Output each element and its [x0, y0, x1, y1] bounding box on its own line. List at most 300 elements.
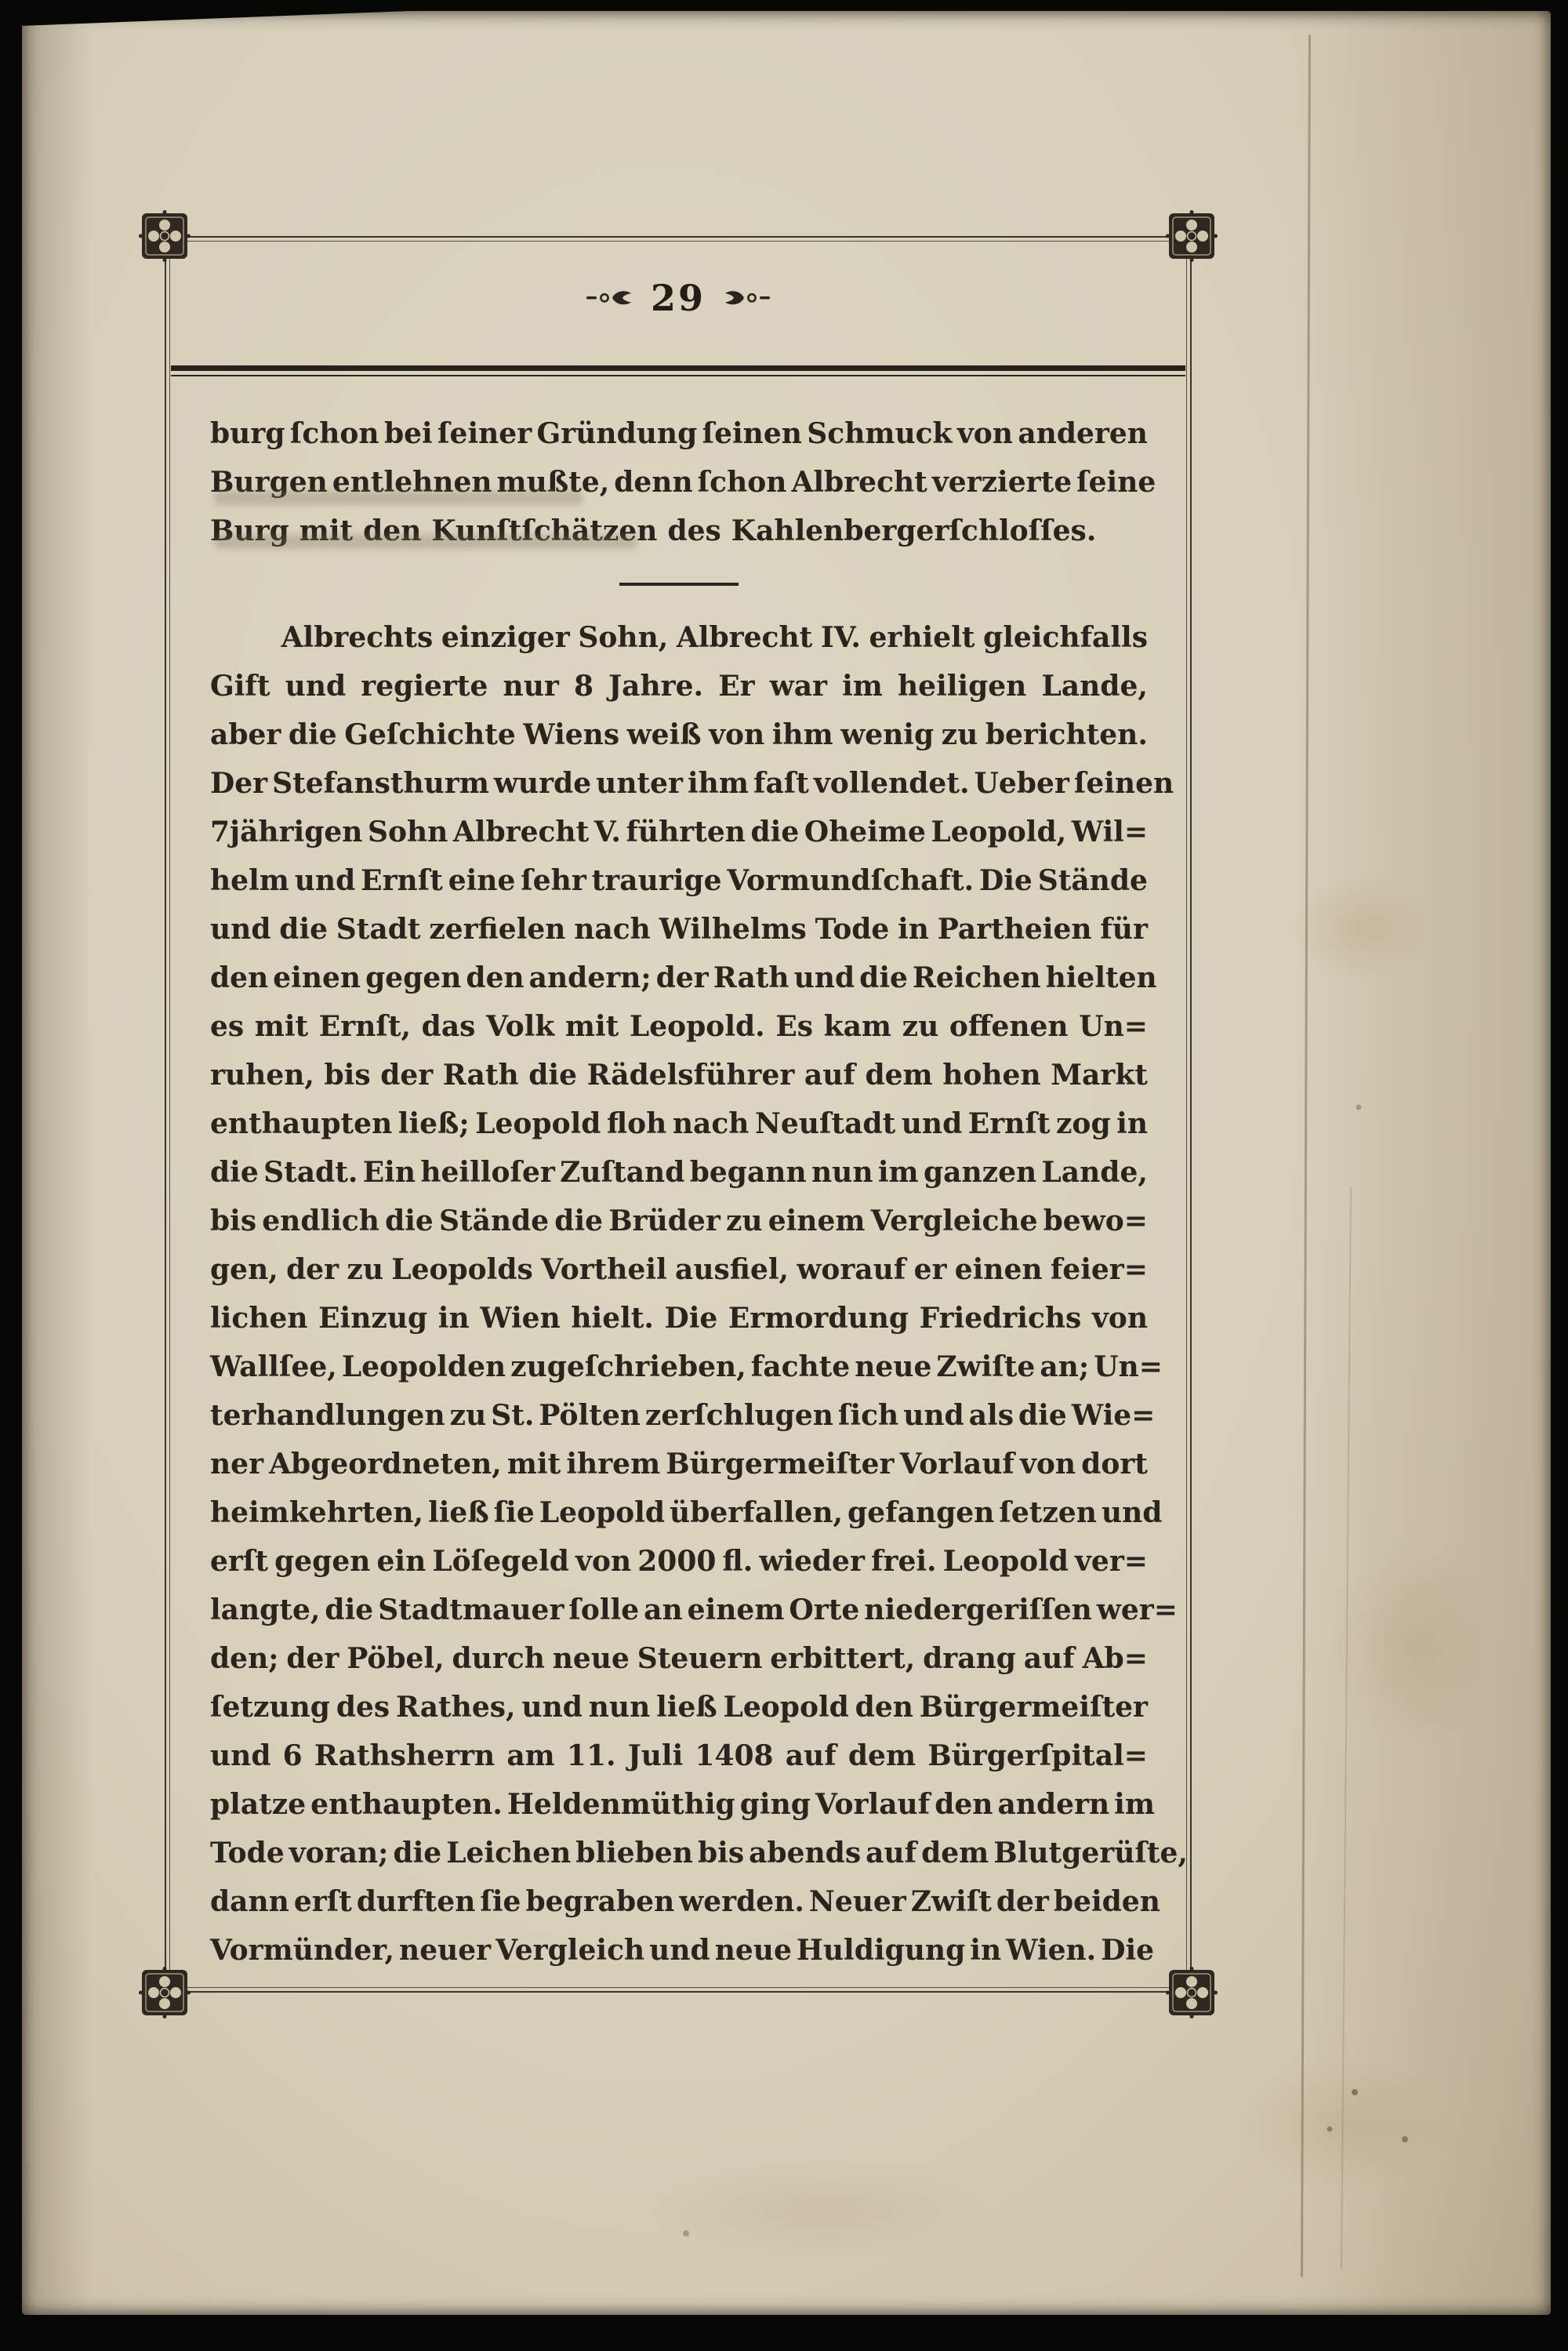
word: Vergleich [495, 1934, 645, 1967]
word: der [286, 1642, 339, 1675]
word: Leopolds [391, 1253, 533, 1286]
word: niedergeriſſen [864, 1593, 1092, 1626]
text-line [210, 1634, 1148, 1683]
word: Partheien [937, 913, 1092, 946]
word: ner [210, 1448, 264, 1481]
word: wieder [759, 1545, 865, 1578]
word: Tode [815, 913, 890, 946]
word: Friedrichs [919, 1302, 1082, 1335]
word: Rath [442, 1059, 519, 1092]
word: Leopold. [629, 1010, 765, 1043]
word: 11. [566, 1739, 616, 1772]
word: wenig [840, 718, 935, 751]
body-text [210, 409, 1188, 1975]
word: für [1100, 913, 1148, 946]
word: Kahlenbergerſchloſſes. [731, 514, 1097, 547]
word: die [528, 1059, 577, 1092]
word: Stefansthurm [272, 767, 489, 800]
text-line [210, 1488, 1163, 1537]
word: der [380, 1059, 434, 1092]
word: Huldigung [796, 1934, 966, 1967]
word: führten [626, 816, 746, 848]
word: frei. [871, 1545, 937, 1578]
text-line [210, 1440, 1148, 1488]
text-line [210, 409, 1148, 458]
word: unter [596, 767, 683, 800]
word: begraben [525, 1885, 675, 1918]
word: und [793, 961, 855, 994]
word: entlehnen [332, 466, 492, 499]
word: Orte [789, 1593, 860, 1626]
word: Volk [486, 1010, 555, 1043]
word: die [859, 961, 908, 994]
word: Die [664, 1302, 718, 1335]
text-line [210, 954, 1157, 1002]
word: Ermordung [728, 1302, 909, 1335]
word: Bürgermeiſter [666, 1448, 895, 1481]
word: kam [823, 1010, 892, 1043]
word: Leichen [446, 1837, 572, 1870]
word: ſie [480, 1885, 521, 1918]
word: Ueber [974, 767, 1069, 800]
text-line [210, 1586, 1178, 1634]
word: von [1091, 1302, 1148, 1335]
word: von [1019, 1448, 1076, 1481]
word: Wiens [523, 718, 620, 751]
word: blieben [575, 1837, 693, 1870]
word: Albrecht [676, 621, 813, 654]
text-line [210, 662, 1148, 710]
word: als [968, 1399, 1014, 1432]
word: ſeinen [702, 417, 802, 450]
word: Pölten [539, 1399, 641, 1432]
text-line [210, 808, 1148, 856]
word: und [285, 670, 347, 703]
word: helm [210, 864, 289, 897]
word: Un= [1094, 1350, 1163, 1383]
word: verzierte [931, 466, 1073, 499]
word: Gift [210, 670, 270, 703]
word: Wien [480, 1302, 561, 1335]
word: Brüder [608, 1205, 720, 1237]
word: überfallen, [670, 1496, 844, 1529]
word: der [996, 1885, 1049, 1918]
word: langte, [210, 1593, 321, 1626]
text-line [210, 458, 1156, 507]
word: zerſchlugen [644, 1399, 833, 1432]
word: begann [689, 1156, 807, 1189]
word: ſetzung [210, 1691, 330, 1724]
word: die [554, 1205, 604, 1237]
word: in [970, 1934, 1002, 1967]
word: berichten. [985, 718, 1148, 751]
word: Leopold [539, 1496, 666, 1529]
word: Leopold [942, 1545, 1069, 1578]
word: Rathes, [395, 1691, 516, 1724]
text-line [210, 1051, 1148, 1099]
word: auf [1023, 1642, 1075, 1675]
word: andern; [528, 961, 652, 994]
word: Ein [362, 1156, 416, 1189]
corner-ornament-icon [1166, 1967, 1218, 2019]
word: ſchon [289, 417, 379, 450]
word: drang [923, 1642, 1016, 1675]
word: ſie [493, 1496, 535, 1529]
word: 1408 [695, 1739, 774, 1772]
word: Lande, [1041, 1156, 1148, 1189]
word: Burgen [210, 466, 328, 499]
text-line [210, 1780, 1155, 1829]
word: werden. [679, 1885, 804, 1918]
word: ſeinen [1073, 767, 1174, 800]
word: Reichen [912, 961, 1041, 994]
word: anderen [1018, 417, 1148, 450]
word: fl. [722, 1545, 753, 1578]
text-line [210, 759, 1174, 808]
word: Leopold [723, 1691, 849, 1724]
word: erſt [293, 1885, 352, 1918]
word: und [210, 1739, 271, 1772]
word: wurde [493, 767, 592, 800]
word: bis [210, 1205, 257, 1237]
word: andern [997, 1788, 1110, 1821]
word: hohen [942, 1059, 1041, 1092]
word: in [898, 913, 929, 946]
fleuron-left-icon [586, 288, 635, 308]
word: ihm [688, 767, 749, 800]
word: nun [588, 1691, 651, 1724]
word: ihm [771, 718, 833, 751]
word: mit [299, 514, 354, 547]
word: bis [697, 1837, 745, 1870]
text-line [210, 1537, 1148, 1586]
word: durften [356, 1885, 476, 1918]
word: neue [552, 1642, 630, 1675]
word: ausfiel, [675, 1253, 789, 1286]
fleuron-right-icon [721, 288, 770, 308]
word: zu [725, 1205, 763, 1237]
word: nach [574, 913, 651, 946]
word: aber [210, 718, 281, 751]
word: enthaupten [210, 1107, 393, 1140]
word: Un= [1079, 1010, 1148, 1043]
word: Wie= [1071, 1399, 1156, 1432]
word: Vorlauf [815, 1788, 931, 1821]
text-line [210, 507, 1148, 555]
corner-ornament-icon [1166, 210, 1218, 262]
word: erhielt [869, 621, 975, 654]
word: mit [506, 1448, 561, 1481]
word: dem [921, 1837, 989, 1870]
word: regierte [361, 670, 488, 703]
word: Bürgermeiſter [919, 1691, 1148, 1724]
word: offenen [949, 1010, 1069, 1043]
word: terhandlungen [210, 1399, 445, 1432]
word: nur [503, 670, 559, 703]
word: einem [687, 1593, 785, 1626]
text-line [210, 856, 1148, 905]
word: Stände [1037, 864, 1148, 897]
text-line [210, 1829, 1188, 1877]
word: weiß [626, 718, 702, 751]
word: Stadt. [263, 1156, 358, 1189]
word: Blutgerüſte, [993, 1837, 1188, 1870]
word: Leopold, [931, 816, 1067, 848]
text-line [210, 1197, 1148, 1245]
word: Steuern [637, 1642, 763, 1675]
word: lichen [210, 1302, 308, 1335]
header-rule [171, 365, 1185, 376]
word: des [336, 1691, 390, 1724]
word: und [294, 864, 356, 897]
word: und [903, 1399, 964, 1432]
word: mit [564, 1010, 619, 1043]
word: in [437, 1302, 470, 1335]
word: Löſegeld [432, 1545, 569, 1578]
word: gegen [365, 961, 462, 994]
word: an [644, 1593, 683, 1626]
word: heilloſer [420, 1156, 555, 1189]
word: zu [449, 1399, 487, 1432]
word: Rath [713, 961, 789, 994]
word: burg [210, 417, 285, 450]
text-line [210, 1683, 1148, 1731]
divider-rule [619, 583, 739, 586]
word: im [1114, 1788, 1155, 1821]
word: 8 [573, 670, 594, 703]
word: einen [954, 1253, 1043, 1286]
word: Stadt [336, 913, 421, 946]
word: Jahre. [608, 670, 704, 703]
word: hielten [1045, 961, 1157, 994]
word: Vormünder, [210, 1934, 395, 1967]
word: neue [855, 1350, 932, 1383]
word: enthaupten. [310, 1788, 503, 1821]
word: Wien. [1006, 1934, 1097, 1967]
word: Rathsherrn [314, 1739, 495, 1772]
word: Zwiſt [910, 1885, 992, 1918]
word: abends [749, 1837, 862, 1870]
word: faſt [753, 767, 809, 800]
word: Oheime [804, 816, 926, 848]
word: im [842, 670, 883, 703]
word: endlich [262, 1205, 379, 1237]
page-header [165, 272, 1192, 324]
book-page-paper [22, 11, 1551, 2315]
text-line [210, 1294, 1148, 1343]
word: worauf [797, 1253, 906, 1286]
word: war [769, 670, 827, 703]
word: platze [210, 1788, 307, 1821]
word: in [1116, 1107, 1148, 1140]
word: Albrecht [452, 816, 590, 848]
word: Lande, [1041, 670, 1148, 703]
word: Stadtmauer [378, 1593, 564, 1626]
word: Wallſee, [210, 1350, 337, 1383]
word: Einzug [318, 1302, 428, 1335]
word: die [750, 816, 800, 848]
word: ließ [656, 1691, 717, 1724]
text-line [210, 1002, 1148, 1051]
word: Vormundſchaft. [727, 864, 975, 897]
word: Abgeordneten, [269, 1448, 502, 1481]
text-line [210, 613, 1148, 662]
word: dann [210, 1885, 289, 1918]
word: Ernſt [361, 864, 443, 897]
paper-stain [1331, 1540, 1496, 1752]
word: Geſchichte [344, 718, 516, 751]
word: bis [324, 1059, 371, 1092]
text-line [210, 1343, 1163, 1391]
word: Tode [210, 1837, 285, 1870]
word: Vortheil [541, 1253, 667, 1286]
word: Pöbel, [347, 1642, 445, 1675]
word: den [210, 961, 269, 994]
word: von [956, 417, 1013, 450]
word: Die [979, 864, 1033, 897]
text-line [210, 710, 1148, 759]
word: ſeine [1076, 466, 1156, 499]
word: er [913, 1253, 947, 1286]
word: neuer [399, 1934, 492, 1967]
text-line [210, 1099, 1148, 1148]
text-line [210, 1391, 1156, 1440]
word: und [210, 913, 271, 946]
word: die [210, 1156, 259, 1189]
word: bewo= [1043, 1205, 1148, 1237]
text-line [210, 1926, 1155, 1975]
word: ſeiner [437, 417, 532, 450]
word: nach [672, 1107, 750, 1140]
word: ganzen [923, 1156, 1037, 1189]
word: Bürgerſpital= [927, 1739, 1148, 1772]
word: Gründung [536, 417, 698, 450]
word: Stände [438, 1205, 550, 1237]
word: zugeſchrieben, [510, 1350, 746, 1383]
word: die [385, 1205, 434, 1237]
word: 2000 [637, 1545, 717, 1578]
word: wer= [1096, 1593, 1178, 1626]
word: erſt [210, 1545, 268, 1578]
word: ſolle [568, 1593, 640, 1626]
word: Ernſt, [318, 1010, 412, 1043]
word: bei [383, 417, 433, 450]
word: auf [866, 1837, 917, 1870]
word: feier= [1050, 1253, 1148, 1286]
word: einen [273, 961, 361, 994]
word: dem [865, 1059, 933, 1092]
word: auf [804, 1059, 855, 1092]
word: und [521, 1691, 583, 1724]
word: Heldenmüthig [506, 1788, 735, 1821]
word: Markt [1051, 1059, 1148, 1092]
word: gefangen [848, 1496, 995, 1529]
word: ruhen, [210, 1059, 314, 1092]
word: von [575, 1545, 632, 1578]
word: die [1018, 1399, 1067, 1432]
word: Wil= [1071, 816, 1148, 848]
page-edge-line [1301, 35, 1311, 2277]
word: heiligen [898, 670, 1027, 703]
text-line [210, 1731, 1148, 1780]
word: gegen [274, 1545, 371, 1578]
word: den; [210, 1642, 279, 1675]
word: Vergleiche [870, 1205, 1038, 1237]
word: des [667, 514, 721, 547]
word: denn [614, 466, 693, 499]
word: auf [785, 1739, 837, 1772]
word: ſehr [521, 864, 586, 897]
word: im [877, 1156, 919, 1189]
word: dort [1081, 1448, 1148, 1481]
word: Er [718, 670, 755, 703]
word: ein [376, 1545, 426, 1578]
word: dem [848, 1739, 916, 1772]
word: ſich [837, 1399, 899, 1432]
word: Die [1101, 1934, 1155, 1967]
word: neue [714, 1934, 792, 1967]
word: 6 [282, 1739, 303, 1772]
word: fachte [750, 1350, 851, 1383]
corner-ornament-icon [139, 210, 191, 262]
word: es [210, 1010, 245, 1043]
word: durch [452, 1642, 545, 1675]
word: und [1101, 1496, 1163, 1529]
word: ließ [428, 1496, 489, 1529]
word: den [935, 1788, 993, 1821]
word: beiden [1053, 1885, 1160, 1918]
text-line [210, 1245, 1148, 1294]
word: Zwiſte [936, 1350, 1036, 1383]
word: hielt. [571, 1302, 654, 1335]
word: Albrecht [791, 466, 927, 499]
word: Vorlauf [899, 1448, 1014, 1481]
word: St. [491, 1399, 535, 1432]
word: Sohn [367, 816, 448, 848]
word: nun [811, 1156, 873, 1189]
paper-stain [649, 2160, 994, 2262]
word: die [279, 913, 328, 946]
word: 7jährigen [210, 816, 363, 848]
word: zerfielen [429, 913, 566, 946]
word: die [288, 718, 337, 751]
word: Burg [210, 514, 289, 547]
word: Neuſtadt [754, 1107, 896, 1140]
word: das [421, 1010, 476, 1043]
paragraph-2 [210, 613, 1188, 1975]
word: die [393, 1837, 442, 1870]
text-line [210, 905, 1148, 954]
corner-ornament-icon [139, 1967, 191, 2019]
word: mußte, [496, 466, 610, 499]
word: Schmuck [807, 417, 953, 450]
word: floh [606, 1107, 667, 1140]
word: ließ; [397, 1107, 470, 1140]
word: zu [347, 1253, 383, 1286]
word: Leopold [475, 1107, 601, 1140]
word: heimkehrten, [210, 1496, 424, 1529]
word: ver= [1075, 1545, 1148, 1578]
word: den [466, 961, 524, 994]
word: Es [775, 1010, 814, 1043]
word: eine [448, 864, 516, 897]
word: einem [768, 1205, 866, 1237]
word: an; [1040, 1350, 1090, 1383]
word: zu [902, 1010, 939, 1043]
word: Ab= [1082, 1642, 1148, 1675]
word: die [325, 1593, 374, 1626]
word: V. [593, 816, 621, 848]
